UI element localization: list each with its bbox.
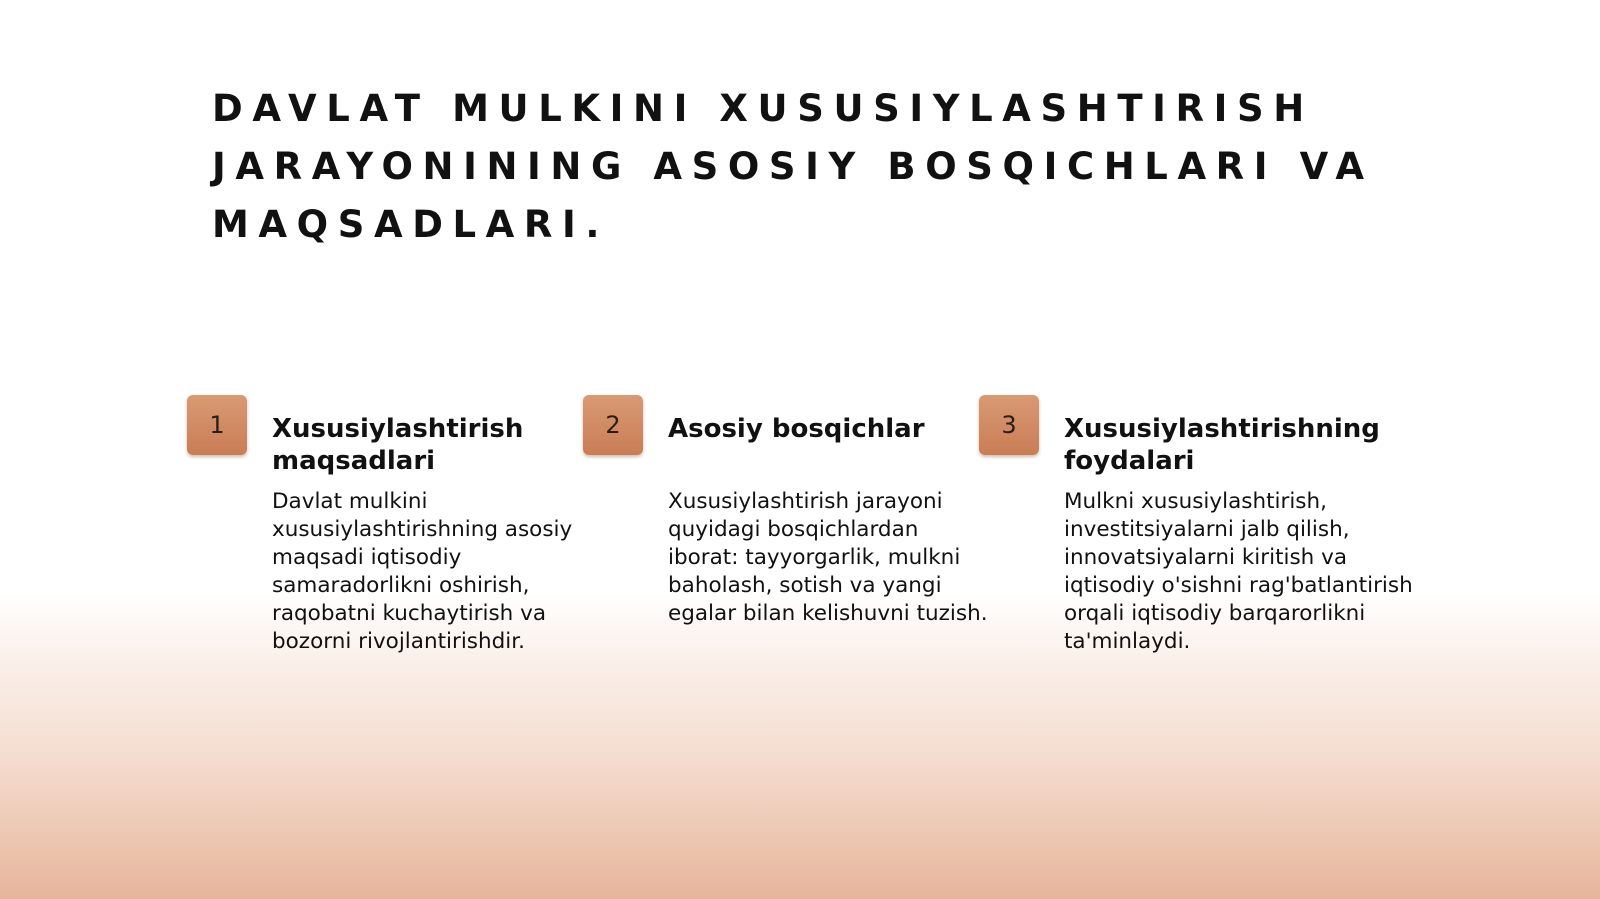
step-description: Xususiylashtirish jarayoni quyidagi bosqichlardan iborat: tayyorgarlik, mulkni baholash, sotish va yangi egalar bilan kelishuvni tuzish.	[668, 489, 988, 626]
step-number-badge: 2	[583, 395, 643, 455]
step-title: Xususiylashtirish maqsadlari	[272, 414, 524, 476]
step-number-badge: 1	[187, 395, 247, 455]
step-card-1	[187, 395, 577, 675]
step-title: Xususiylashtirishning foydalari	[1064, 414, 1380, 476]
step-description: Davlat mulkini xususiylashtirishning asosiy maqsadi iqtisodiy samaradorlikni oshirish, raqobatni kuchaytirish va bozorni rivojlantirishdir.	[272, 489, 573, 654]
step-description: Mulkni xususiylashtirish, investitsiyalarni jalb qilish, innovatsiyalarni kiritish va iqtisodiy o'sishni rag'batlantirish orqali iqtisodiy barqarorlikni ta'minlaydi.	[1064, 489, 1413, 654]
slide-title: DAVLAT MULKINI XUSUSIYLASHTIRISH JARAYONINING ASOSIY BOSQICHLARI VA MAQSADLARI.	[212, 87, 1374, 246]
step-title: Asosiy bosqichlar	[668, 414, 925, 444]
step-number-badge: 3	[979, 395, 1039, 455]
step-card-3	[979, 395, 1413, 675]
step-card-2	[583, 395, 988, 675]
